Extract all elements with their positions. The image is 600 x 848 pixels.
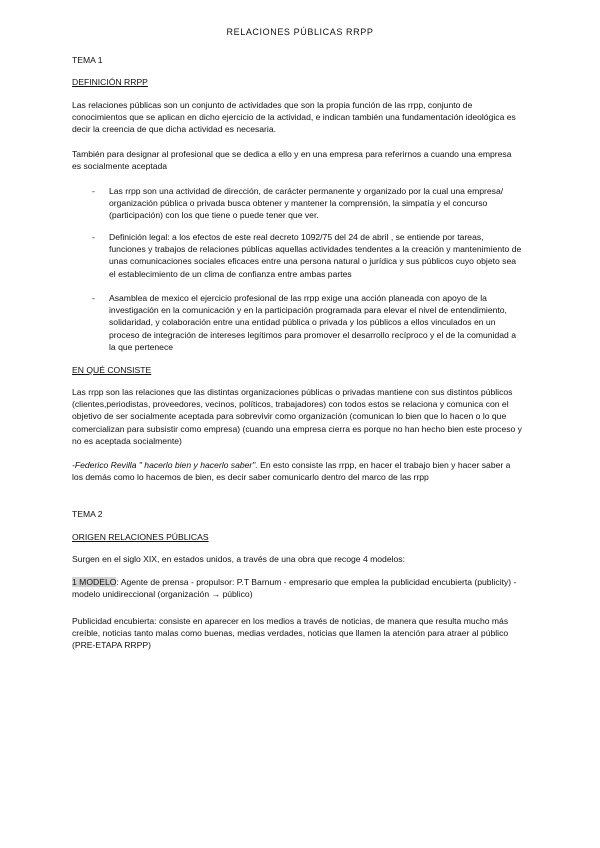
consiste-paragraph: Las rrpp son las relaciones que las distintas organizaciones públicas o privadas mantiene con sus distintos públicos (clientes,periodistas, proveedores, vecinos, políticos, trabajadores) con todos estos se relaciona y comunica con el objetivo de ser socialmente aceptada para sobrevivir como organización (comunican lo bien que lo hacen o lo que comercializan para subsistir como empresa) (cuando una empresa cierra es porque no han hecho bien este proceso y no es aceptada socialmente) [72, 387, 522, 446]
bullet-dash: - [92, 232, 95, 242]
origen-paragraph: Surgen en el siglo XIX, en estados unidos, a través de una obra que recoge 4 modelos: [72, 554, 405, 564]
bullet-text: Definición legal: a los efectos de este real decreto 1092/75 del 24 de abril , se entiende por tareas, funciones y trabajos de relaciones públicas aquellas actividades tendentes a la creación y mantenimiento de unas comunicaciones sociales eficaces entre una persona natural o jurídica y sus públicos cuyo objeto sea el establecimiento de un clima de confianza entre ambas partes [109, 232, 522, 279]
tema-2-label: TEMA 2 [72, 509, 103, 519]
revilla-quote: -Federico Revilla " hacerlo bien y hacerlo saber". [72, 460, 258, 470]
publicidad-encubierta-paragraph: Publicidad encubierta: consiste en aparecer en los medios a través de noticias, de manera que resulta mucho más creíble, noticias tanto malas como buenas, medias verdades, noticias que llamen la atención para atraer al público (PRE-ETAPA RRPP) [72, 616, 509, 651]
revilla-paragraph [72, 459, 522, 483]
bullet-text: Asamblea de mexico el ejercicio profesional de las rrpp exige una acción planeada con apoyo de la investigación en la comunicación y en la participación programada para elevar el nivel de entendimiento, solidaridad, y colaboración entre una entidad pública o privada y los públicos a ellos vinculados en un proceso de integración de intereses legítimos para promover el desarrollo recíproco y el de la comunidad a la que pertenece [109, 293, 516, 352]
origen-heading: ORIGEN RELACIONES PÚBLICAS [72, 532, 209, 542]
modelo-label: 1 MODELO [72, 577, 117, 587]
revilla-text: En esto consiste las rrpp, en hacer el trabajo bien y hacer saber a los demás como lo hacemos de bien, es decir saber comunicarlo dentro del marco de las rrpp [72, 460, 511, 483]
tema-1-label: TEMA 1 [72, 55, 103, 65]
document-title: RELACIONES PÚBLICAS RRPP [226, 27, 374, 37]
bullet-dash: - [92, 186, 95, 196]
definicion-heading: DEFINICIÓN RRPP [72, 77, 148, 87]
modelo-text: : Agente de prensa - propulsor: P.T Barnum - empresario que emplea la publicidad encubierta (publicity) - modelo unidireccional (organización → público) [72, 577, 517, 600]
consiste-heading: EN QUÉ CONSISTE [72, 365, 152, 375]
bullet-text: Las rrpp son una actividad de dirección, de carácter permanente y organizado por la cual una empresa/ organización pública o privada busca obtener y mantener la comprensión, la simpatía y el concurso (participación) con los que tiene o puede tener que ver. [109, 186, 504, 221]
modelo-paragraph [72, 576, 522, 600]
bullet-dash: - [92, 293, 95, 303]
profesional-paragraph: También para designar al profesional que se dedica a ello y en una empresa para referirnos a cuando una empresa es socialmente aceptada [72, 149, 512, 172]
definicion-paragraph: Las relaciones públicas son un conjunto de actividades que son la propia función de las rrpp, conjunto de conocimientos que se aplican en dicho ejercicio de la actividad, e indican también una fundamentación ideológica es decir la creencia de que dicha actividad es necesaria. [72, 100, 516, 135]
